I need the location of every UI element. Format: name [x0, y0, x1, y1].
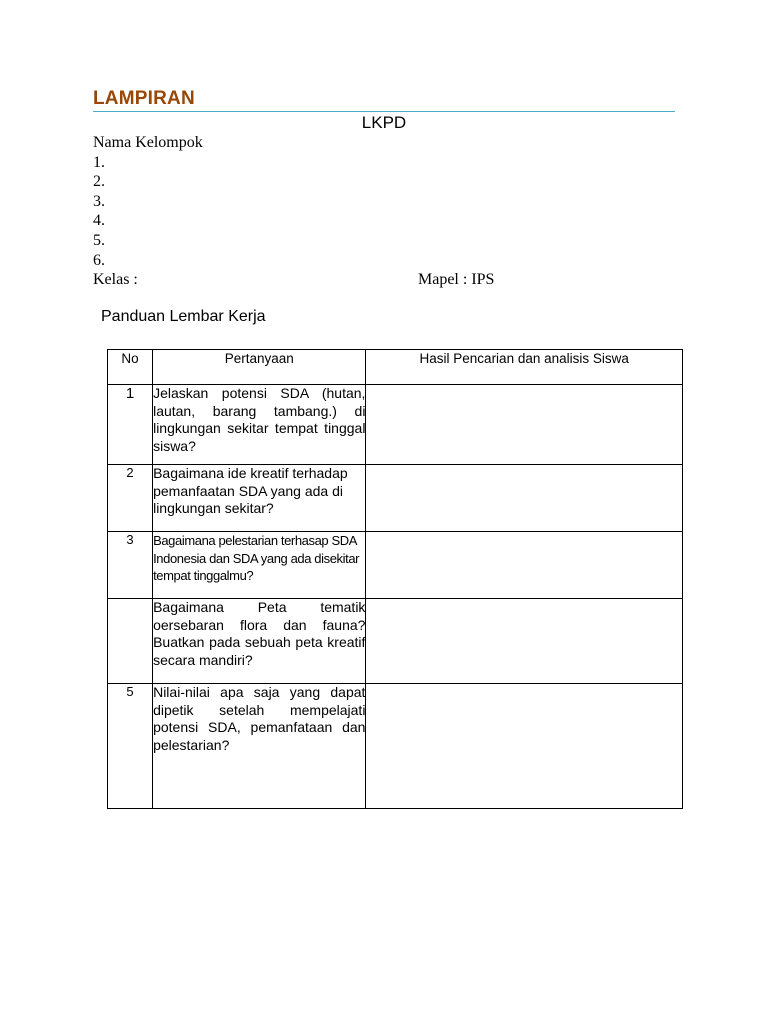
- member-number: 3.: [93, 192, 105, 210]
- document-title: LKPD: [361, 113, 407, 132]
- table-row: [108, 465, 683, 532]
- group-label: Nama Kelompok: [93, 134, 203, 151]
- member-number: 2.: [93, 173, 105, 191]
- subject-label: Mapel : IPS: [418, 271, 495, 288]
- row-number: 3: [108, 532, 153, 599]
- question-cell: Bagaimana Peta tematik oersebaran flora dan fauna? Buatkan pada sebuah peta kreatif secara mandiri?: [153, 599, 366, 684]
- class-label: Kelas :: [93, 271, 138, 288]
- heading-divider: [93, 111, 675, 112]
- table-row: [108, 684, 683, 809]
- answer-cell[interactable]: [366, 684, 683, 809]
- row-number: 1: [108, 385, 153, 465]
- question-cell: Bagaimana pelestarian terhasap SDA Indonesia dan SDA yang ada disekitar tempat tinggalmu?: [153, 532, 366, 599]
- answer-cell[interactable]: [366, 385, 683, 465]
- member-number: 4.: [93, 212, 105, 230]
- member-number: 1.: [93, 153, 105, 171]
- worksheet-guide-title: Panduan Lembar Kerja: [101, 308, 266, 325]
- table-row: [108, 532, 683, 599]
- group-member-list: [93, 133, 203, 270]
- worksheet-table: [107, 349, 683, 809]
- table-row: [108, 599, 683, 684]
- answer-cell[interactable]: [366, 465, 683, 532]
- question-cell: Jelaskan potensi SDA (hutan, lautan, barang tambang.) di lingkungan sekitar tempat tinggal siswa?: [153, 385, 366, 465]
- table-row: [108, 385, 683, 465]
- row-number: [108, 599, 153, 684]
- member-number: 6.: [93, 251, 105, 269]
- header-answer: Hasil Pencarian dan analisis Siswa: [366, 350, 683, 385]
- header-no: No: [108, 350, 153, 385]
- row-number: 2: [108, 465, 153, 532]
- row-number: 5: [108, 684, 153, 809]
- member-number: 5.: [93, 231, 105, 249]
- question-cell: Bagaimana ide kreatif terhadap pemanfaatan SDA yang ada di lingkungan sekitar?: [153, 465, 366, 532]
- header-question: Pertanyaan: [153, 350, 366, 385]
- question-cell: Nilai-nilai apa saja yang dapat dipetik setelah mempelajati potensi SDA, pemanfataan dan pelestarian?: [153, 684, 366, 809]
- appendix-heading: LAMPIRAN: [93, 88, 195, 109]
- answer-cell[interactable]: [366, 532, 683, 599]
- answer-cell[interactable]: [366, 599, 683, 684]
- table-header-row: [108, 350, 683, 385]
